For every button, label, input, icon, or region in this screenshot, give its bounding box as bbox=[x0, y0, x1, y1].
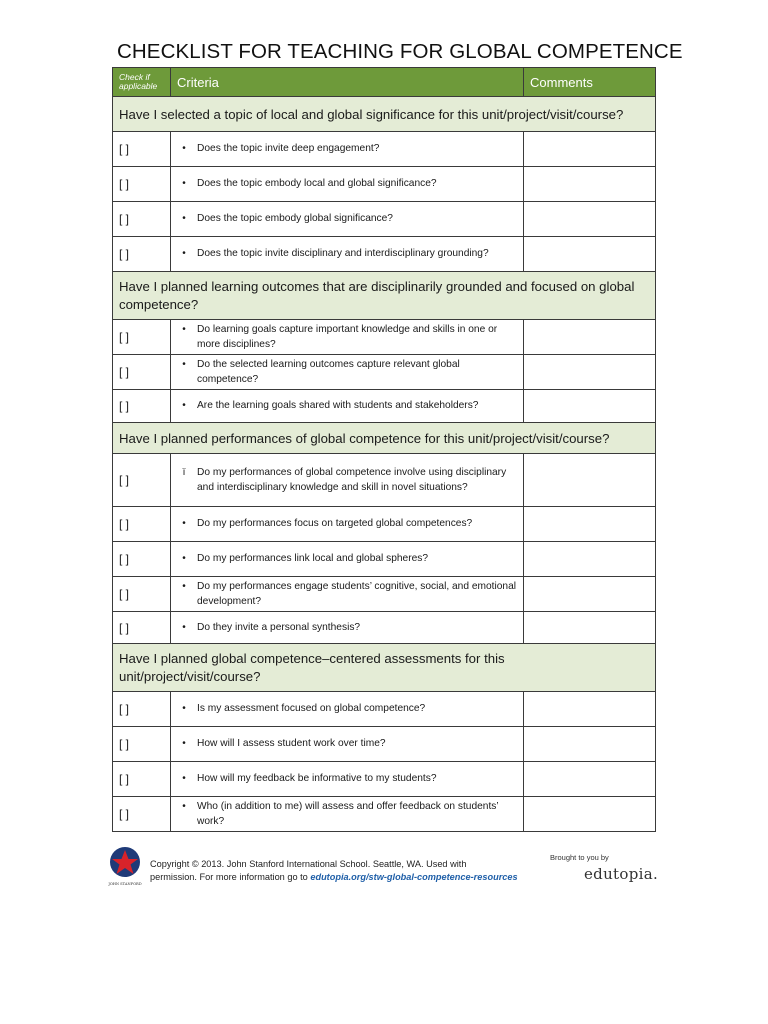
checkbox-placeholder[interactable]: [ ] bbox=[113, 390, 171, 423]
table-header-row bbox=[113, 68, 656, 97]
checklist-item-row bbox=[113, 507, 656, 542]
criteria-text: Who (in addition to me) will assess and offer feedback on students’ work? bbox=[197, 800, 499, 827]
checkbox-placeholder[interactable]: [ ] bbox=[113, 355, 171, 390]
checklist-body bbox=[113, 68, 656, 832]
comments-cell[interactable] bbox=[524, 762, 656, 797]
checkbox-placeholder[interactable]: [ ] bbox=[113, 202, 171, 237]
criteria-text: Does the topic invite deep engagement? bbox=[197, 143, 380, 155]
criteria-cell bbox=[171, 454, 524, 507]
criteria-text: Do my performances engage students’ cognitive, social, and emotional development? bbox=[197, 580, 517, 607]
checklist-item-row bbox=[113, 577, 656, 612]
checkbox-placeholder[interactable]: [ ] bbox=[113, 577, 171, 612]
copyright-text bbox=[150, 858, 518, 884]
criteria-cell bbox=[171, 237, 524, 272]
checklist-item-row bbox=[113, 454, 656, 507]
criteria-cell bbox=[171, 762, 524, 797]
checklist-item-row bbox=[113, 692, 656, 727]
criteria-text: Does the topic embody local and global significance? bbox=[197, 178, 437, 190]
comments-cell[interactable] bbox=[524, 390, 656, 423]
criteria-text: How will I assess student work over time? bbox=[197, 738, 386, 750]
comments-cell[interactable] bbox=[524, 237, 656, 272]
checkbox-placeholder[interactable]: [ ] bbox=[113, 454, 171, 507]
bullet-icon: • bbox=[182, 800, 186, 812]
checklist-item-row bbox=[113, 390, 656, 423]
bullet-icon: • bbox=[182, 323, 186, 335]
criteria-cell bbox=[171, 507, 524, 542]
section-heading: Have I selected a topic of local and global significance for this unit/project/visit/course? bbox=[113, 97, 656, 132]
criteria-text: Do learning goals capture important knowledge and skills in one or more disciplines? bbox=[197, 323, 498, 350]
section-heading-row bbox=[113, 423, 656, 454]
comments-cell[interactable] bbox=[524, 612, 656, 644]
section-heading-row bbox=[113, 644, 656, 692]
section-heading: Have I planned global competence–centered assessments for this unit/project/visit/course? bbox=[113, 644, 656, 692]
comments-cell[interactable] bbox=[524, 797, 656, 832]
criteria-cell bbox=[171, 797, 524, 832]
page-title: CHECKLIST FOR TEACHING FOR GLOBAL COMPETENCE bbox=[117, 40, 683, 63]
comments-cell[interactable] bbox=[524, 132, 656, 167]
john-stanford-star-logo-icon bbox=[106, 844, 144, 888]
checkbox-placeholder[interactable]: [ ] bbox=[113, 320, 171, 355]
checklist-item-row bbox=[113, 727, 656, 762]
comments-cell[interactable] bbox=[524, 542, 656, 577]
section-heading: Have I planned learning outcomes that are disciplinarily grounded and focused on global competence? bbox=[113, 272, 656, 320]
criteria-cell bbox=[171, 132, 524, 167]
criteria-cell bbox=[171, 542, 524, 577]
bullet-icon: • bbox=[182, 248, 186, 260]
copyright-line-2: permission. For more information go to bbox=[150, 872, 311, 882]
checkbox-placeholder[interactable]: [ ] bbox=[113, 797, 171, 832]
checkbox-placeholder[interactable]: [ ] bbox=[113, 692, 171, 727]
criteria-cell bbox=[171, 390, 524, 423]
criteria-cell bbox=[171, 355, 524, 390]
criteria-cell bbox=[171, 612, 524, 644]
checklist-item-row bbox=[113, 612, 656, 644]
footer bbox=[100, 836, 660, 892]
logo-caption: JOHN STANFORD bbox=[108, 882, 142, 886]
criteria-text: Are the learning goals shared with students and stakeholders? bbox=[197, 400, 479, 412]
checklist-item-row bbox=[113, 237, 656, 272]
comments-cell[interactable] bbox=[524, 727, 656, 762]
criteria-text: How will my feedback be informative to my students? bbox=[197, 773, 437, 785]
checklist-item-row bbox=[113, 355, 656, 390]
section-heading: Have I planned performances of global competence for this unit/project/visit/course? bbox=[113, 423, 656, 454]
edutopia-logo: edutopia. bbox=[584, 865, 659, 883]
comments-cell[interactable] bbox=[524, 320, 656, 355]
criteria-text: Is my assessment focused on global competence? bbox=[197, 703, 426, 715]
section-heading-row bbox=[113, 272, 656, 320]
bullet-icon: • bbox=[182, 773, 186, 785]
criteria-text: Do my performances focus on targeted global competences? bbox=[197, 518, 473, 530]
checkbox-placeholder[interactable]: [ ] bbox=[113, 612, 171, 644]
bullet-icon: • bbox=[182, 518, 186, 530]
comments-cell[interactable] bbox=[524, 507, 656, 542]
section-heading-row bbox=[113, 97, 656, 132]
bullet-icon: • bbox=[182, 213, 186, 225]
checklist-item-row bbox=[113, 797, 656, 832]
comments-cell[interactable] bbox=[524, 167, 656, 202]
criteria-cell bbox=[171, 202, 524, 237]
criteria-text: Do my performances link local and global spheres? bbox=[197, 553, 429, 565]
checklist-item-row bbox=[113, 762, 656, 797]
resources-link[interactable]: edutopia.org/stw-global-competence-resources bbox=[310, 872, 518, 882]
bullet-icon: • bbox=[182, 580, 186, 592]
checklist-item-row bbox=[113, 320, 656, 355]
header-check-if-applicable: Check if applicable bbox=[113, 68, 171, 97]
comments-cell[interactable] bbox=[524, 355, 656, 390]
bullet-icon: • bbox=[182, 178, 186, 190]
bullet-icon: • bbox=[182, 621, 186, 633]
criteria-cell bbox=[171, 577, 524, 612]
checkbox-placeholder[interactable]: [ ] bbox=[113, 507, 171, 542]
checkbox-placeholder[interactable]: [ ] bbox=[113, 762, 171, 797]
bullet-icon: • bbox=[182, 400, 186, 412]
bullet-icon: ï bbox=[182, 466, 186, 478]
comments-cell[interactable] bbox=[524, 692, 656, 727]
header-comments: Comments bbox=[524, 68, 656, 97]
bullet-icon: • bbox=[182, 703, 186, 715]
bullet-icon: • bbox=[182, 553, 186, 565]
copyright-line-1: Copyright © 2013. John Stanford International School. Seattle, WA. Used with bbox=[150, 859, 467, 869]
bullet-icon: • bbox=[182, 358, 186, 370]
criteria-text: Do the selected learning outcomes capture relevant global competence? bbox=[197, 358, 460, 385]
checkbox-placeholder[interactable]: [ ] bbox=[113, 727, 171, 762]
criteria-text: Do they invite a personal synthesis? bbox=[197, 621, 361, 633]
checklist-item-row bbox=[113, 167, 656, 202]
brought-to-you-by: Brought to you by bbox=[550, 853, 609, 862]
checklist-table bbox=[112, 67, 656, 832]
checklist-item-row bbox=[113, 132, 656, 167]
criteria-cell bbox=[171, 320, 524, 355]
checkbox-placeholder[interactable]: [ ] bbox=[113, 542, 171, 577]
header-criteria: Criteria bbox=[171, 68, 524, 97]
bullet-icon: • bbox=[182, 738, 186, 750]
checkbox-placeholder[interactable]: [ ] bbox=[113, 167, 171, 202]
comments-cell[interactable] bbox=[524, 454, 656, 507]
checklist-item-row bbox=[113, 202, 656, 237]
checklist-item-row bbox=[113, 542, 656, 577]
criteria-text: Do my performances of global competence involve using disciplinary and interdisciplinary knowledge and skill in novel situations? bbox=[197, 466, 507, 493]
criteria-text: Does the topic embody global significance? bbox=[197, 213, 393, 225]
comments-cell[interactable] bbox=[524, 577, 656, 612]
comments-cell[interactable] bbox=[524, 202, 656, 237]
criteria-cell bbox=[171, 727, 524, 762]
criteria-cell bbox=[171, 692, 524, 727]
criteria-text: Does the topic invite disciplinary and interdisciplinary grounding? bbox=[197, 248, 489, 260]
bullet-icon: • bbox=[182, 143, 186, 155]
checkbox-placeholder[interactable]: [ ] bbox=[113, 132, 171, 167]
criteria-cell bbox=[171, 167, 524, 202]
checkbox-placeholder[interactable]: [ ] bbox=[113, 237, 171, 272]
